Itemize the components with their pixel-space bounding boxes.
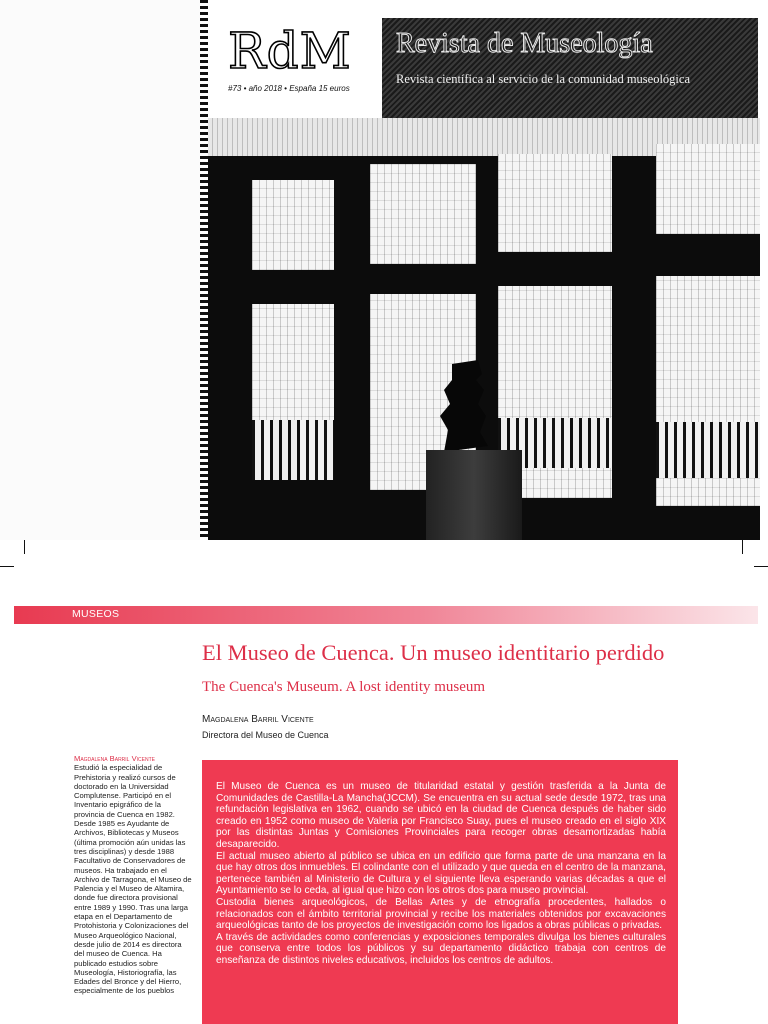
issue-info: #73 • año 2018 • España 15 euros [228,84,350,93]
crop-mark [24,540,25,554]
masthead [382,18,758,118]
sculpture-figure [438,360,494,452]
author-role: Directora del Museo de Cuenca [202,730,329,740]
balcony-railing [252,420,334,480]
abstract-paragraph: Custodia bienes arqueológicos, de Bellas Artes y de etnografía procedentes, hallados o relacionados con el ámbito territorial provincial y recibe los materiales obtenidos por excavaciones arqueológicas tanto de los proyectos de investigación como los ligados a obras públicas o privadas. [216,896,666,932]
article-subtitle: The Cuenca's Museum. A lost identity museum [202,679,486,695]
author-bio [74,754,192,1024]
crop-mark [742,540,743,554]
cover-photo [208,118,760,540]
balcony-railing [656,422,760,478]
rdm-logo: RdM [228,22,352,80]
bio-name: Magdalena Barril Vicente [74,754,155,763]
abstract-paragraph: El Museo de Cuenca es un museo de titularidad estatal y gestión trasferida a la Junta de Comunidades de Castilla-La Mancha(JCCM). Se encuentra en su actual sede desde 1972, tras una refundación legislativa en 1962, cuando se ubicó en la ciudad de Cuenca después de haber sido creado en 1952 como museo de Valeria por Francisco Suay, pues el museo creado en el siglo XIX por las distintas Juntas y Comisiones Provinciales para recoger obras desamortizadas había desaparecido. [216,781,666,850]
author-name: Magdalena Barril Vicente [202,714,314,725]
pedestal [426,450,522,540]
crop-mark [754,566,768,567]
abstract-paragraph: A través de actividades como conferencias y exposiciones temporales divulga los bienes culturales que conserva entre todos los públicos y su departamento didáctico trabaja con centros de enseñanza de distintos niveles educativos, incluidos los centros de adultos. [216,931,666,966]
abstract-box [202,760,678,1024]
window-pane [656,144,760,234]
window-pane [252,180,334,270]
bio-text: Estudió la especialidad de Prehistoria y realizó cursos de doctorado en la Universidad Complutense. Participó en el Inventario epigráfico de la provincia de Cuenca en 1982. Desde 1985 es Ayudante de Archivos, Bibliotecas y Museos (última promoción aún unidas las tres disciplinas) y desde 1988 Facultativo de Conservadores de museos. Ha trabajado en el Archivo de Tarragona, el Museo de Palencia y el Museo de Altamira, donde fue directora provisional entre 1989 y 1990. Tras una larga etapa en el Departamento de Protohistoria y Colonizaciones del Museo Arqueológico Nacional, desde julio de 2014 es directora del museo de Cuenca. Ha publicado estudios sobre Museología, Historiografía, las Edades del Bronce y del Hierro, especialmente de los pueblos [74,763,192,996]
magazine-subtitle: Revista científica al servicio de la comunidad museológica [396,72,690,86]
abstract-paragraph: El actual museo abierto al público se ubica en un edificio que forma parte de una manzana en la que hay otros dos inmuebles. El colindante con el utilizado y que queda en el centro de la manzana, pertenece también al Ministerio de Cultura y el siguiente lleva esperando varias décadas a que el Ayuntamiento se lo ceda, al igual que hizo con los otros dos para museo provincial. [216,850,666,897]
logo-block [208,18,382,106]
cover-left-panel [0,0,208,540]
crop-mark [0,566,14,567]
article-title: El Museo de Cuenca. Un museo identitario perdido [202,640,665,665]
magazine-title: Revista de Museología [396,28,653,59]
window-pane [370,164,476,264]
window-pane [498,154,612,252]
section-label: MUSEOS [72,608,120,620]
section-bar [14,606,758,624]
